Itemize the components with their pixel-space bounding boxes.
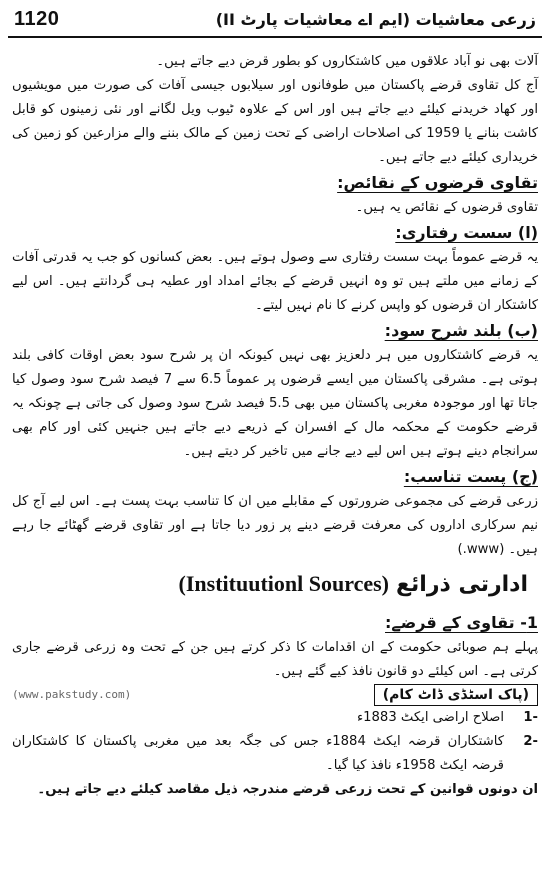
section-heading: (ا) سست رفتاری: — [395, 223, 538, 242]
page-number: 1120 — [14, 8, 60, 30]
section-heading: 1- تقاوی کے قرضے: — [385, 613, 538, 632]
section-title-english: (Instituutionl Sources) — [178, 571, 389, 596]
paragraph: آلات بھی نو آباد علاقوں میں کاشتکاروں کو بطور قرض دیے جاتے ہیں۔ — [156, 54, 538, 69]
paragraph: ان دونوں قوانین کے تحت زرعی قرضے مندرجہ ذیل مقاصد کیلئے دیے جاتے ہیں۔ — [37, 782, 538, 797]
paragraph: آج کل تقاوی قرضے پاکستان میں طوفانوں اور سیلابوں جیسی آفات کی صورت میں مویشیوں اور کھاد خریدنے کیلئے دیے جاتے ہیں اور اس کے علاوہ ٹیوب ویل لگانے اور نئی زمینوں کو قابل کاشت بنانے یا 1959 کی اصلاحات اراضی کے تحت زمین کے مالک بننے والے مزارعین کو زمین کی خریداری کیلئے دیے جاتے ہیں۔ — [12, 78, 539, 165]
section-title-urdu: ادارتی ذرائع — [396, 572, 528, 597]
list-number: -2 — [523, 734, 538, 749]
section-heading: تقاوی قرضوں کے نقائص: — [337, 173, 538, 192]
list-number: -1 — [523, 710, 538, 725]
running-head: زرعی معاشیات (ایم اے معاشیات پارٹ II) — [215, 10, 536, 29]
watermark-brand: (پاک اسٹڈی ڈاٹ کام) — [374, 684, 538, 706]
page-content — [12, 50, 538, 802]
watermark-url: (www.pakstudy.com) — [12, 688, 132, 701]
list-text: اصلاح اراضی ایکٹ 1883ء — [356, 710, 504, 725]
paragraph: تقاوی قرضوں کے نقائص یہ ہیں۔ — [355, 200, 538, 215]
paragraph: پہلے ہم صوبائی حکومت کے ان اقدامات کا ذکر کرتے ہیں جن کے تحت وہ زرعی قرضے جاری کرتی ہے۔ اس کیلئے دو قانون نافذ کیے گئے ہیں۔ — [12, 640, 538, 679]
paragraph: یہ قرضے عموماً بہت سست رفتاری سے وصول ہوتے ہیں۔ بعض کسانوں کو جب یہ قدرتی آفات کے زمانے میں ملتے ہیں تو وہ انہیں قرضے کے بجائے امداد اور عطیہ ہی گردانتے ہیں۔ اس لیے کاشتکار ان قرضوں کو واپس کرنے کا نام نہیں لیتے۔ — [12, 250, 538, 313]
watermark-row — [12, 684, 538, 706]
page-header — [0, 0, 550, 40]
paragraph: زرعی قرضے کی مجموعی ضرورتوں کے مقابلے میں ان کا تناسب بہت پست ہے۔ اس لیے آج کل نیم سرکاری اداروں کی معرفت قرضے دینے پر زور دیا جاتا ہے اور تقاوی قرضے گھٹائے جا رہے ہیں۔ (www.) — [12, 494, 538, 557]
chapter-section-title — [12, 570, 538, 600]
section-heading: (ج) پست تناسب: — [403, 467, 538, 486]
list-item — [12, 706, 538, 730]
section-heading: (ب) بلند شرح سود: — [384, 321, 538, 340]
list-item — [12, 730, 538, 778]
header-rule — [8, 36, 542, 38]
paragraph: یہ قرضے کاشتکاروں میں ہر دلعزیز بھی نہیں کیونکہ ان پر شرح سود بعض اوقات کافی بلند ہوتی ہے۔ مشرقی پاکستان میں ایسے قرضوں پر عموماً 6.5 سے 7 فیصد شرح سود وصول کیا جاتا تھا اور موجودہ مغربی پاکستان میں بھی 5.5 فیصد شرح سود وصول کی جاتی ہے چونکہ یہ قرضے حکومت کے محکمہ مال کے افسران کے ذریعے دیے جاتے ہیں جنہیں کئی اور کام بھی سرانجام دینے ہوتے ہیں اس لیے دیے جانے میں تاخیر کر دیتے ہیں۔ — [12, 348, 538, 459]
list-text: کاشتکاران قرضہ ایکٹ 1884ء جس کی جگہ بعد میں مغربی پاکستان کا کاشتکاران قرضہ ایکٹ 1958ء نافذ کیا گیا۔ — [12, 734, 504, 773]
